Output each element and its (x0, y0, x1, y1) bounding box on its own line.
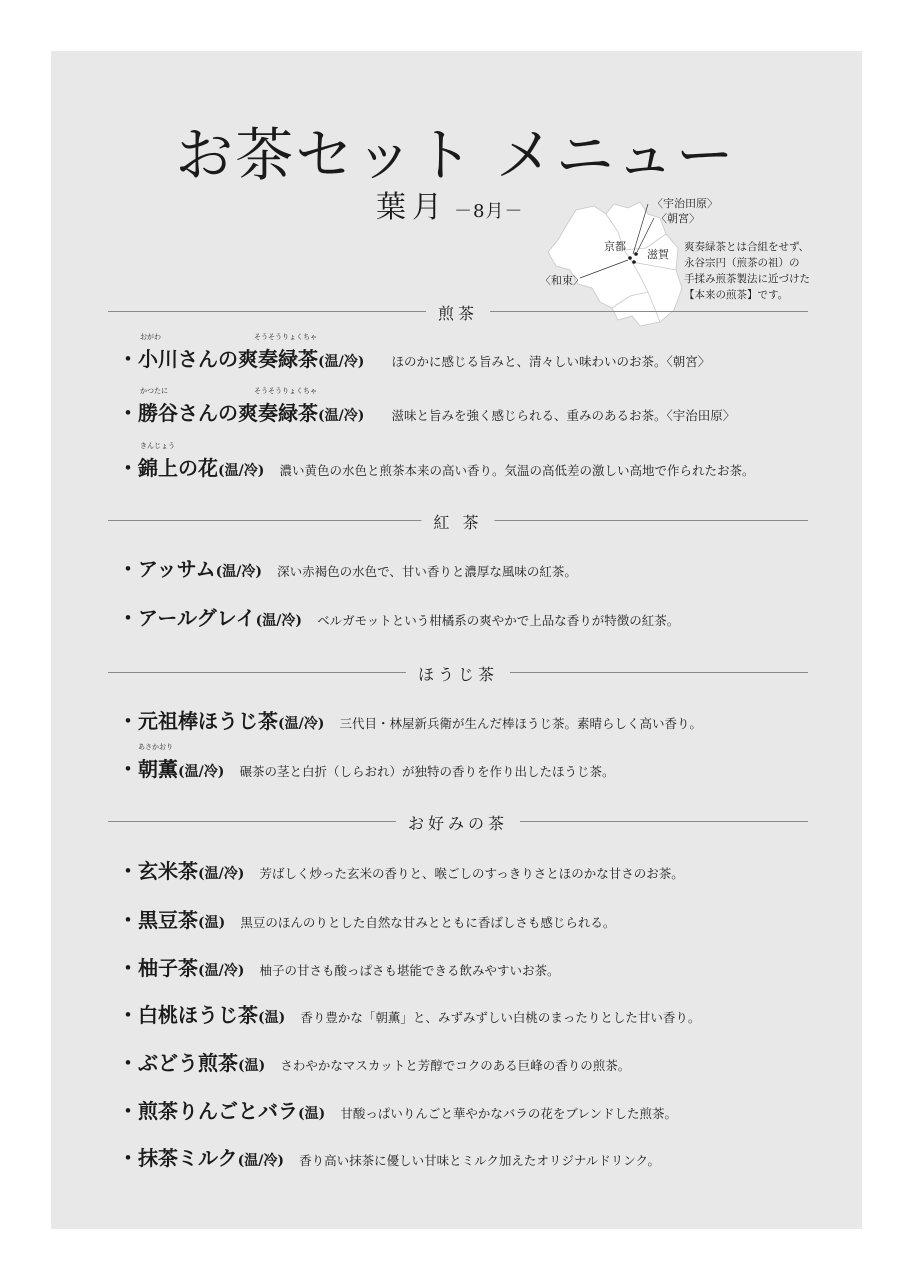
section-title: 煎茶 (426, 301, 490, 324)
item-temp: (温) (198, 915, 226, 931)
item-name: アッサム (138, 557, 216, 581)
menu-item: あさかおり ・朝薫(温/冷) 碾茶の茎と白折（しらおれ）が独特の香りを作り出したほうじ茶。 (118, 743, 615, 781)
menu-item: ・アッサム(温/冷) 深い赤褐色の水色で、甘い香りと濃厚な風味の紅茶。 (118, 557, 577, 581)
item-name: アールグレイ (138, 606, 256, 630)
section-title: ほうじ茶 (406, 662, 510, 685)
map-note-line: 永谷宗円（煎茶の祖）の (684, 257, 800, 269)
section-title: お好みの茶 (396, 811, 520, 834)
item-temp: (温) (258, 1010, 286, 1026)
furigana: そうそうりょくちゃ (254, 387, 317, 395)
item-name: 勝谷さんの爽奏緑茶 (138, 401, 318, 425)
map-note-line: 手揉み煎茶製法に近づけた (684, 273, 810, 285)
item-temp: (温) (298, 1106, 326, 1122)
item-name: 煎茶りんごとバラ (138, 1099, 298, 1123)
menu-item: ・柚子茶(温/冷) 柚子の甘さも酸っぱさも堪能できる飲みやすいお茶。 (118, 956, 560, 980)
section-header-okonomi (108, 811, 808, 831)
item-name: ぶどう煎茶 (138, 1051, 238, 1075)
map-label-kyoto: 京都 (604, 240, 626, 253)
item-name: 柚子茶 (138, 956, 198, 980)
item-name: 黒豆茶 (138, 908, 198, 932)
map-note-line: 【本来の煎茶】です。 (684, 289, 789, 301)
item-name: 白桃ほうじ茶 (138, 1003, 258, 1027)
item-description: 香り豊かな「朝薫」と、みずみずしい白桃のまったりとした甘い香り。 (300, 1010, 701, 1025)
furigana: あさかおり (138, 743, 173, 751)
section-title: 紅 茶 (421, 510, 494, 533)
item-description: 黒豆のほんのりとした自然な甘みとともに香ばしさも感じられる。 (240, 915, 616, 930)
item-name: 玄米茶 (138, 859, 198, 883)
menu-item: ・アールグレイ(温/冷) ベルガモットという柑橘系の爽やかで上品な香りが特徴の紅茶。 (118, 606, 680, 630)
menu-item: ・煎茶りんごとバラ(温) 甘酸っぱいりんごと華やかなバラの花をブレンドした煎茶。 (118, 1099, 678, 1123)
item-temp: (温/冷) (198, 963, 245, 979)
item-name: 元祖棒ほうじ茶 (138, 709, 278, 733)
item-description: 濃い黄色の水色と煎茶本来の高い香り。気温の高低差の激しい高地で作られたお茶。 (279, 463, 755, 478)
item-description: 深い赤褐色の水色で、甘い香りと濃厚な風味の紅茶。 (277, 564, 577, 579)
map-label-wazuka: 〈和束〉 (540, 274, 584, 287)
item-name: 朝薫 (138, 757, 178, 781)
item-description: 碾茶の茎と白折（しらおれ）が独特の香りを作り出したほうじ茶。 (239, 764, 615, 779)
section-header-hojicha (108, 662, 808, 682)
section-header-sencha (108, 301, 808, 321)
furigana: おがわ (140, 333, 161, 341)
item-description: 三代目・林屋新兵衛が生んだ棒ほうじ茶。素晴らしく高い香り。 (339, 716, 702, 731)
item-temp: (温/冷) (218, 463, 265, 479)
item-temp: (温/冷) (255, 613, 302, 629)
menu-item: ・白桃ほうじ茶(温) 香り豊かな「朝薫」と、みずみずしい白桃のまったりとした甘い香り。 (118, 1003, 701, 1027)
month-name: 葉月 (376, 190, 448, 225)
furigana: そうそうりょくちゃ (254, 333, 317, 341)
item-temp: (温/冷) (318, 408, 365, 424)
item-description: さわやかなマスカットと芳醇でコクのある巨峰の香りの煎茶。 (280, 1058, 631, 1073)
item-temp: (温) (238, 1058, 266, 1074)
item-description: 香り高い抹茶に優しい甘味とミルク加えたオリジナルドリンク。 (299, 1153, 660, 1168)
item-temp: (温/冷) (178, 764, 225, 780)
furigana: きんじょう (140, 442, 175, 450)
map-note (684, 239, 810, 303)
menu-item: ・抹茶ミルク(温/冷) 香り高い抹茶に優しい甘味とミルク加えたオリジナルドリンク。 (118, 1146, 660, 1170)
menu-item: ・ぶどう煎茶(温) さわやかなマスカットと芳醇でコクのある巨峰の香りの煎茶。 (118, 1051, 631, 1075)
map-label-shiga: 滋賀 (647, 248, 669, 261)
item-temp: (温/冷) (215, 564, 262, 580)
item-description: ベルガモットという柑橘系の爽やかで上品な香りが特徴の紅茶。 (317, 613, 680, 628)
item-temp: (温/冷) (278, 716, 325, 732)
month-subtitle (376, 182, 523, 226)
item-description: ほのかに感じる旨みと、清々しい味わいのお茶。〈朝宮〉 (391, 354, 711, 369)
month-number: －8月－ (454, 201, 524, 222)
menu-item: おがわ そうそうりょくちゃ ・小川さんの爽奏緑茶(温/冷) ほのかに感じる旨みと、清々しい味わいのお茶。〈朝宮〉 (118, 333, 711, 371)
section-header-kocha (108, 510, 808, 530)
item-name: 小川さんの爽奏緑茶 (138, 347, 318, 371)
furigana: かつたに (140, 387, 168, 395)
item-description: 柚子の甘さも酸っぱさも堪能できる飲みやすいお茶。 (259, 963, 560, 978)
menu-item: ・黒豆茶(温) 黒豆のほんのりとした自然な甘みとともに香ばしさも感じられる。 (118, 908, 616, 932)
item-temp: (温/冷) (198, 866, 245, 882)
item-name: 錦上の花 (138, 456, 218, 480)
map-note-line: 爽奏緑茶とは合組をせず、 (684, 241, 810, 253)
menu-item: ・玄米茶(温/冷) 芳ばしく炒った玄米の香りと、喉ごしのすっきりさとほのかな甘さのお茶。 (118, 859, 684, 883)
item-temp: (温/冷) (318, 354, 365, 370)
menu-item: かつたに そうそうりょくちゃ ・勝谷さんの爽奏緑茶(温/冷) 滋味と旨みを強く感じられる、重みのあるお茶。〈宇治田原〉 (118, 387, 736, 425)
menu-item: ・元祖棒ほうじ茶(温/冷) 三代目・林屋新兵衛が生んだ棒ほうじ茶。素晴らしく高い香り。 (118, 709, 702, 733)
item-temp: (温/冷) (237, 1153, 284, 1169)
page-title: お茶セット メニュー (175, 121, 736, 189)
item-description: 甘酸っぱいりんごと華やかなバラの花をブレンドした煎茶。 (340, 1106, 678, 1121)
map-label-ujitawara: 〈宇治田原〉 (652, 197, 718, 210)
item-description: 滋味と旨みを強く感じられる、重みのあるお茶。〈宇治田原〉 (391, 408, 736, 423)
menu-item: きんじょう ・錦上の花(温/冷) 濃い黄色の水色と煎茶本来の高い香り。気温の高低差の激しい高地で作られたお茶。 (118, 442, 755, 480)
item-description: 芳ばしく炒った玄米の香りと、喉ごしのすっきりさとほのかな甘さのお茶。 (259, 866, 684, 881)
item-name: 抹茶ミルク (138, 1146, 238, 1170)
map-label-asamiya: 〈朝宮〉 (656, 212, 700, 225)
